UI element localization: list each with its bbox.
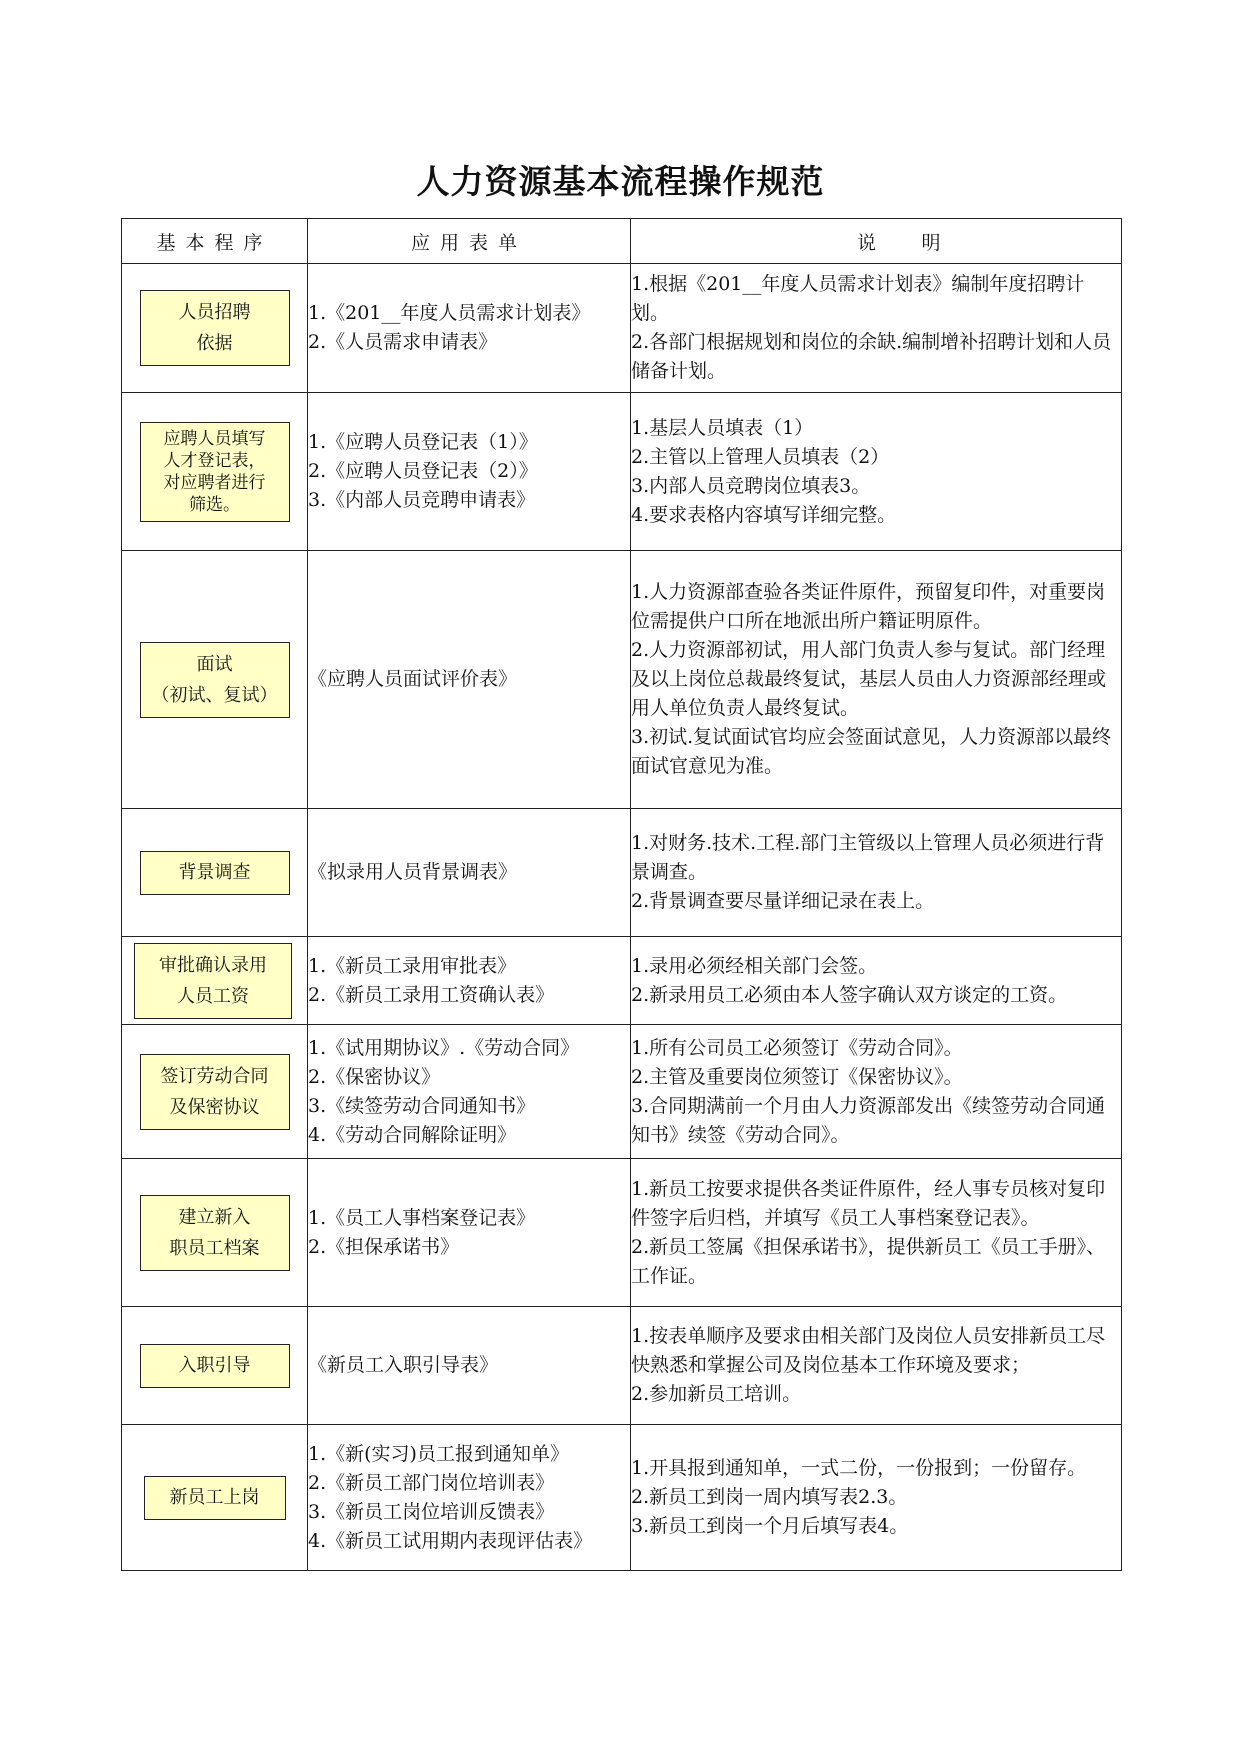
procedure-cell (122, 264, 308, 393)
description-item: 1.开具报到通知单，一式二份，一份报到；一份留存。 (631, 1457, 1087, 1479)
description-cell (631, 264, 1122, 393)
forms-cell (308, 937, 631, 1025)
procedure-line: 新员工上岗 (169, 1486, 260, 1508)
form-item: 1.《新(实习)员工报到通知单》 (308, 1442, 569, 1465)
procedure-line: 面试 (196, 653, 233, 675)
description-item: 2.主管及重要岗位须签订《保密协议》。 (631, 1065, 963, 1088)
description-item: 1.对财务.技术.工程.部门主管级以上管理人员必须进行背景调查。 (631, 832, 1105, 883)
procedure-box (140, 642, 290, 718)
document-title: 人力资源基本流程操作规范 (416, 162, 825, 201)
procedure-line: 审批确认录用 (159, 954, 267, 976)
forms-cell (308, 393, 631, 551)
description-item: 1.基层人员填表（1） (631, 416, 814, 439)
form-item: 1.《201__年度人员需求计划表》 (308, 302, 591, 324)
form-item: 4.《劳动合同解除证明》 (308, 1123, 517, 1146)
forms-cell (308, 809, 631, 937)
description-item: 1.人力资源部查验各类证件原件，预留复印件，对重要岗位需提供户口所在地派出所户籍证明原件。 (631, 581, 1106, 632)
table-row (122, 1307, 1122, 1425)
description-item: 2.背景调查要尽量详细记录在表上。 (631, 890, 935, 912)
forms-cell (308, 551, 631, 809)
description-item: 2.新员工到岗一周内填写表2.3。 (631, 1486, 908, 1508)
header-description (631, 219, 1122, 264)
procedure-cell (122, 937, 308, 1025)
description-cell (631, 1307, 1122, 1425)
description-item: 1.按表单顺序及要求由相关部门及岗位人员安排新员工尽快熟悉和掌握公司及岗位基本工作环境及要求； (631, 1325, 1106, 1376)
description-cell (631, 551, 1122, 809)
header-procedure: 基本程序 (122, 219, 308, 264)
description-item: 2.主管以上管理人员填表（2） (631, 445, 890, 468)
description-cell (631, 809, 1122, 937)
procedure-cell (122, 551, 308, 809)
procedure-line: 对应聘者进行 (163, 472, 266, 493)
form-item: 2.《应聘人员登记表（2）》 (308, 460, 538, 482)
procedure-line: 背景调查 (178, 861, 251, 883)
procedure-cell (122, 393, 308, 551)
description-item: 4.要求表格内容填写详细完整。 (631, 503, 897, 526)
procedure-table (121, 218, 1122, 1571)
description-item: 3.新员工到岗一个月后填写表4。 (631, 1515, 909, 1537)
procedure-box (140, 1344, 290, 1388)
description-cell (631, 393, 1122, 551)
description-item: 1.新员工按要求提供各类证件原件，经人事专员核对复印件签字后归档，并填写《员工人事档案登记表》。 (631, 1177, 1106, 1229)
description-item: 2.人力资源部初试，用人部门负责人参与复试。部门经理及以上岗位总裁最终复试，基层人员由人力资源部经理或用人单位负责人最终复试。 (631, 639, 1107, 719)
form-item: 3.《内部人员竞聘申请表》 (308, 489, 536, 511)
procedure-line: 及保密协议 (169, 1096, 260, 1118)
table-row (122, 393, 1122, 551)
forms-cell (308, 264, 631, 393)
form-item: 1.《新员工录用审批表》 (308, 954, 517, 977)
form-item: 2.《新员工部门岗位培训表》 (308, 1471, 555, 1494)
table-row (122, 809, 1122, 937)
description-item: 1.所有公司员工必须签订《劳动合同》。 (631, 1036, 963, 1059)
table-row (122, 1025, 1122, 1159)
table-row (122, 1159, 1122, 1307)
header-description-a: 说 (856, 231, 876, 254)
description-item: 2.各部门根据规划和岗位的余缺.编制增补招聘计划和人员储备计划。 (631, 331, 1112, 382)
forms-cell (308, 1307, 631, 1425)
header-description-b: 明 (921, 231, 941, 254)
description-cell (631, 937, 1122, 1025)
procedure-line: （初试、复试） (151, 684, 278, 706)
procedure-line: 筛选。 (189, 494, 240, 515)
form-item: 1.《应聘人员登记表（1）》 (308, 431, 538, 453)
procedure-line: 签订劳动合同 (160, 1065, 269, 1087)
form-item: 《应聘人员面试评价表》 (308, 668, 518, 690)
procedure-cell (122, 1159, 308, 1307)
procedure-cell (122, 809, 308, 937)
procedure-cell (122, 1025, 308, 1159)
procedure-line: 人才登记表， (163, 450, 266, 471)
description-item: 3.内部人员竞聘岗位填表3。 (631, 474, 871, 497)
header-forms: 应用表单 (308, 219, 631, 264)
procedure-box (140, 1195, 290, 1271)
procedure-line: 入职引导 (178, 1354, 251, 1376)
procedure-box (140, 290, 290, 366)
description-cell (631, 1159, 1122, 1307)
form-item: 《拟录用人员背景调表》 (308, 861, 518, 883)
table-row (122, 937, 1122, 1025)
description-item: 2.新录用员工必须由本人签字确认双方谈定的工资。 (631, 983, 1068, 1006)
description-item: 2.参加新员工培训。 (631, 1383, 802, 1405)
description-item: 1.录用必须经相关部门会签。 (631, 954, 878, 977)
procedure-line: 依据 (196, 333, 233, 354)
table-row (122, 551, 1122, 809)
procedure-cell (122, 1307, 308, 1425)
procedure-line: 职员工档案 (169, 1237, 260, 1259)
procedure-cell (122, 1425, 308, 1571)
form-item: 1.《员工人事档案登记表》 (308, 1206, 536, 1229)
procedure-box (140, 1054, 290, 1130)
forms-cell (308, 1025, 631, 1159)
description-cell (631, 1425, 1122, 1571)
form-item: 2.《人员需求申请表》 (308, 331, 498, 353)
procedure-line: 人员工资 (177, 985, 249, 1007)
procedure-line: 人员招聘 (178, 302, 251, 323)
description-item: 1.根据《201__年度人员需求计划表》编制年度招聘计划。 (631, 273, 1085, 324)
forms-cell (308, 1159, 631, 1307)
table-header-row (122, 219, 1122, 264)
table-row (122, 264, 1122, 393)
form-item: 3.《续签劳动合同通知书》 (308, 1094, 536, 1117)
form-item: 《新员工入职引导表》 (308, 1354, 499, 1376)
description-item: 3.合同期满前一个月由人力资源部发出《续签劳动合同通知书》续签《劳动合同》。 (631, 1094, 1106, 1146)
form-item: 2.《新员工录用工资确认表》 (308, 983, 555, 1006)
form-item: 2.《担保承诺书》 (308, 1235, 460, 1258)
description-item: 2.新员工签属《担保承诺书》，提供新员工《员工手册》、工作证。 (631, 1235, 1106, 1287)
description-cell (631, 1025, 1122, 1159)
form-item: 1.《试用期协议》.《劳动合同》 (308, 1036, 580, 1059)
procedure-box (144, 1476, 286, 1520)
form-item: 2.《保密协议》 (308, 1065, 441, 1088)
forms-cell (308, 1425, 631, 1571)
form-item: 3.《新员工岗位培训反馈表》 (308, 1500, 555, 1523)
procedure-line: 建立新入 (178, 1206, 251, 1228)
form-item: 4.《新员工试用期内表现评估表》 (308, 1529, 593, 1552)
procedure-box (140, 851, 290, 895)
table-row (122, 1425, 1122, 1571)
description-item: 3.初试.复试面试官均应会签面试意见，人力资源部以最终面试官意见为准。 (631, 726, 1112, 777)
procedure-box (134, 943, 292, 1019)
procedure-box (140, 422, 290, 522)
procedure-line: 应聘人员填写 (163, 428, 266, 449)
